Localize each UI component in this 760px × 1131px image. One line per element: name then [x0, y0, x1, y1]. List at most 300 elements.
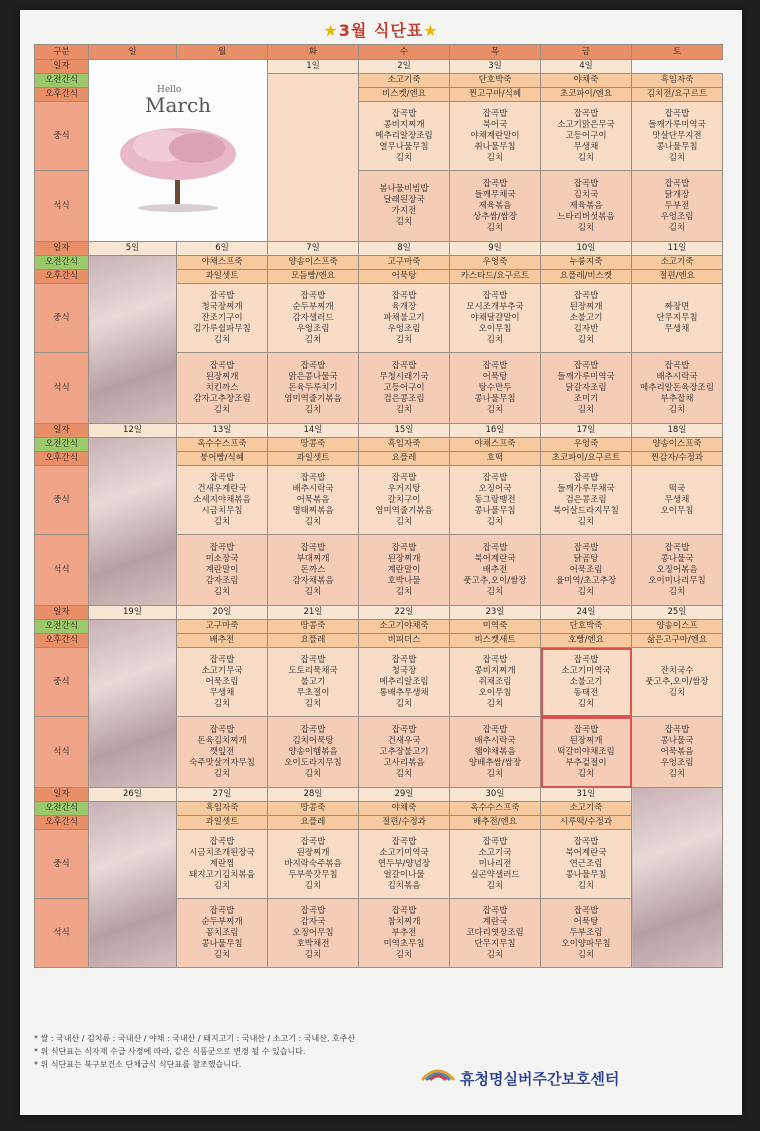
am-snack-cell: 땅콩죽	[268, 438, 359, 452]
dinner-cell	[450, 717, 541, 788]
date-cell: 1일	[268, 60, 359, 74]
lunch-item: 콩비지찌개	[383, 119, 425, 130]
lunch-item: 잡곡밥	[573, 472, 599, 483]
dinner-item: 잡곡밥	[391, 542, 417, 553]
lunch-item: 계란찜	[209, 858, 235, 869]
dinner-item: 잡곡밥	[209, 360, 235, 371]
lunch-item: 오징어국	[478, 483, 512, 494]
row-label-pm: 오후간식	[35, 816, 89, 830]
lunch-item: 풋고추,오이/쌈장	[645, 676, 709, 687]
lunch-item: 감자샐러드	[292, 312, 334, 323]
pm-snack-cell: 요플레	[268, 634, 359, 648]
pm-snack-cell: 과일셋트	[177, 816, 268, 830]
row-label-dinner: 석식	[35, 717, 89, 788]
dinner-cell	[359, 535, 450, 606]
lunch-item: 북어살드라지무침	[553, 505, 619, 516]
dinner-item: 김치	[395, 404, 413, 415]
lunch-item: 잡곡밥	[482, 472, 508, 483]
lunch-cell	[177, 648, 268, 717]
dinner-item: 김치	[395, 768, 413, 779]
dinner-item: 들깨가루미역국	[557, 371, 615, 382]
date-cell: 15일	[359, 424, 450, 438]
row-label-lunch: 중식	[35, 648, 89, 717]
lunch-item: 취나물무침	[474, 141, 516, 152]
dinner-cell	[268, 535, 359, 606]
lunch-item: 염미역줄기볶음	[375, 505, 433, 516]
dinner-item: 오이양파무침	[561, 938, 611, 949]
lunch-item: 잡곡밥	[391, 654, 417, 665]
dinner-item: 잡곡밥	[573, 360, 599, 371]
lunch-item: 김치	[213, 334, 231, 345]
lunch-item: 청국장찌개	[201, 301, 243, 312]
lunch-item: 통배추무생채	[379, 687, 429, 698]
lunch-item: 콩나물무침	[474, 505, 516, 516]
dinner-item: 김치국	[573, 189, 599, 200]
dinner-cell	[632, 717, 723, 788]
dinner-item: 돈육두루치기	[288, 382, 338, 393]
lunch-item: 김치	[486, 880, 504, 891]
dinner-item: 김치	[577, 222, 595, 233]
lunch-item: 오이무침	[478, 687, 512, 698]
lunch-item: 김치	[395, 698, 413, 709]
dinner-item: 참치찌개	[387, 916, 421, 927]
dinner-item: 호박나물	[387, 575, 421, 586]
dinner-item: 부추잡채	[660, 393, 694, 404]
pm-snack-cell: 모듬빵/엔요	[268, 270, 359, 284]
am-snack-cell: 야채스프죽	[450, 438, 541, 452]
dinner-cell	[541, 353, 632, 424]
dinner-item: 어묵볶음	[660, 746, 694, 757]
dinner-item: 잡곡밥	[482, 905, 508, 916]
date-row	[35, 424, 723, 438]
dinner-item: 된장찌개	[387, 553, 421, 564]
am-snack-row	[35, 802, 723, 816]
row-label-am: 오전간식	[35, 438, 89, 452]
lunch-item: 명태찌볶음	[292, 505, 334, 516]
lunch-item: 들깨가루미역국	[648, 119, 706, 130]
date-row	[35, 606, 723, 620]
lunch-item: 동그랑땡전	[474, 494, 516, 505]
dinner-item: 배추전	[482, 564, 508, 575]
lunch-item: 김치	[668, 687, 686, 698]
dinner-cell	[450, 535, 541, 606]
dinner-cell	[450, 171, 541, 242]
pm-snack-cell: 시루떡/수정과	[541, 816, 632, 830]
dinner-item: 부추전	[391, 927, 417, 938]
lunch-item: 잡곡밥	[664, 108, 690, 119]
row-label-pm: 오후간식	[35, 452, 89, 466]
lunch-item: 김치	[668, 152, 686, 163]
dinner-item: 감자국	[300, 916, 326, 927]
lunch-item: 오이무침	[478, 323, 512, 334]
dinner-item: 코다리엿장조림	[466, 927, 524, 938]
am-snack-cell: 땅콩죽	[268, 802, 359, 816]
dinner-item: 잡곡밥	[391, 360, 417, 371]
lunch-item: 김치	[304, 334, 322, 345]
dinner-item: 맑은콩나물국	[288, 371, 338, 382]
date-cell: 13일	[177, 424, 268, 438]
am-snack-cell: 흑임자죽	[359, 438, 450, 452]
am-snack-cell: 단호박죽	[450, 74, 541, 88]
lunch-item: 김치	[304, 698, 322, 709]
lunch-item: 검은콩조림	[565, 494, 607, 505]
dinner-item: 고사리볶음	[383, 757, 425, 768]
date-cell: 18일	[632, 424, 723, 438]
lunch-item: 야채계란말이	[470, 130, 520, 141]
dinner-item: 떡갈비야채조림	[557, 746, 615, 757]
dinner-item: 콩나물무침	[201, 938, 243, 949]
dinner-cell	[177, 353, 268, 424]
dinner-item: 감자고추장조림	[193, 393, 251, 404]
dinner-cell	[541, 535, 632, 606]
lunch-item: 우엉조림	[387, 323, 421, 334]
dinner-item: 조미기	[573, 393, 599, 404]
am-snack-cell: 흑임자죽	[177, 802, 268, 816]
row-label-am: 오전간식	[35, 256, 89, 270]
row-label-lunch: 중식	[35, 830, 89, 899]
lunch-item: 우거지탕	[387, 483, 421, 494]
pm-snack-cell: 삶은고구마/엔요	[632, 634, 723, 648]
lunch-item: 실곤약샐러드	[470, 869, 520, 880]
dinner-item: 잡곡밥	[573, 724, 599, 735]
dinner-item: 달래된장국	[383, 195, 425, 205]
dinner-item: 잡곡밥	[482, 360, 508, 371]
footer-line: * 위 식단표는 식자재 수급 사정에 따라, 같은 식품군으로 변경 될 수 있습니다.	[34, 1047, 306, 1056]
lunch-item: 소고기무국	[201, 665, 243, 676]
lunch-item: 소불고기	[569, 676, 603, 687]
am-snack-row	[35, 438, 723, 452]
dinner-item: 두부조림	[569, 927, 603, 938]
pm-snack-cell: 과일셋트	[177, 270, 268, 284]
lunch-item: 김치	[213, 698, 231, 709]
lunch-item: 잡곡밥	[391, 108, 417, 119]
lunch-cell	[268, 466, 359, 535]
menu-table	[34, 44, 723, 968]
dinner-item: 가지전	[391, 206, 417, 216]
dinner-item: 양배추쌈/쌈장	[468, 757, 522, 768]
lunch-item: 북어계란국	[565, 847, 607, 858]
pm-snack-cell: 호빵/엔요	[541, 634, 632, 648]
pm-snack-cell: 초코파이/엔요	[541, 88, 632, 102]
am-snack-cell: 옥수수스프죽	[450, 802, 541, 816]
lunch-item: 배추시락국	[292, 483, 334, 494]
date-cell: 19일	[89, 606, 177, 620]
lunch-item: 단무지무침	[656, 312, 698, 323]
lunch-item: 고등어구이	[565, 130, 607, 141]
pm-snack-cell: 카스타드/요구르트	[450, 270, 541, 284]
lunch-item: 잡곡밥	[391, 472, 417, 483]
lunch-item: 야채달걀말이	[470, 312, 520, 323]
dinner-item: 어묵탕	[573, 916, 599, 927]
row-label-date: 일자	[35, 788, 89, 802]
am-snack-cell: 누룽지죽	[541, 256, 632, 270]
lunch-item: 소세지야채볶음	[193, 494, 251, 505]
lunch-item: 잡곡밥	[391, 836, 417, 847]
dinner-item: 탕수만두	[478, 382, 512, 393]
dinner-cell	[632, 353, 723, 424]
dinner-cell	[359, 717, 450, 788]
blossom-photo	[89, 620, 177, 788]
dinner-item: 배추시락국	[474, 735, 516, 746]
lunch-cell	[632, 648, 723, 717]
dinner-item: 김치	[486, 222, 504, 233]
dinner-item: 잡곡밥	[482, 178, 508, 189]
dinner-item: 부추겉절이	[565, 757, 607, 768]
dinner-item: 김치	[304, 586, 322, 597]
am-snack-row	[35, 620, 723, 634]
lunch-cell	[541, 102, 632, 171]
lunch-item: 잡곡밥	[209, 654, 235, 665]
dinner-item: 잡곡밥	[209, 542, 235, 553]
lunch-cell	[177, 284, 268, 353]
dinner-item: 고등어구이	[383, 382, 425, 393]
lunch-cell	[268, 648, 359, 717]
pm-snack-cell: 찐감자/수정과	[632, 452, 723, 466]
lunch-item: 순두부찌개	[292, 301, 334, 312]
lunch-item: 잡곡밥	[300, 290, 326, 301]
dinner-item: 잡곡밥	[482, 542, 508, 553]
dinner-item: 상추쌈/쌈장	[473, 211, 517, 222]
am-snack-cell: 미역죽	[450, 620, 541, 634]
pm-snack-cell: 비스켓/엔요	[359, 88, 450, 102]
dinner-item: 순두부찌개	[201, 916, 243, 927]
pm-snack-cell: 김치전/요구르트	[632, 88, 723, 102]
lunch-cell	[450, 102, 541, 171]
row-label-am: 오전간식	[35, 620, 89, 634]
cherry-tree-illustration	[93, 74, 263, 224]
dinner-cell	[268, 717, 359, 788]
date-cell: 8일	[359, 242, 450, 256]
date-cell: 2일	[359, 60, 450, 74]
dinner-item: 오징어무침	[292, 927, 334, 938]
lunch-item: 김치볶음	[387, 880, 421, 891]
hello-text: Hello	[157, 84, 182, 95]
lunch-item: 잡곡밥	[573, 290, 599, 301]
lunch-cell	[632, 466, 723, 535]
header-cell: 수	[359, 45, 450, 60]
lunch-item: 돼지고기김치볶음	[189, 869, 255, 880]
dinner-cell	[268, 353, 359, 424]
dinner-item: 닭개장	[664, 189, 690, 200]
date-cell: 22일	[359, 606, 450, 620]
row-label-am: 오전간식	[35, 802, 89, 816]
dinner-item: 잡곡밥	[573, 178, 599, 189]
dinner-item: 돈까스	[300, 564, 326, 575]
dinner-item: 김치	[304, 949, 322, 960]
lunch-item: 메추리알조림	[379, 676, 429, 687]
row-label-am: 오전간식	[35, 74, 89, 88]
row-label-dinner: 석식	[35, 899, 89, 968]
dinner-item: 무청시래기국	[379, 371, 429, 382]
am-snack-cell: 우엉죽	[541, 438, 632, 452]
lunch-item: 잡곡밥	[482, 654, 508, 665]
dinner-item: 우엉조림	[660, 757, 694, 768]
dinner-item: 깻잎전	[209, 746, 235, 757]
pm-snack-cell: 찐고구마/식혜	[450, 88, 541, 102]
lunch-item: 잔치국수	[660, 665, 694, 676]
dinner-item: 계란말이	[387, 564, 421, 575]
dinner-item: 숙주맛살겨자무침	[189, 757, 255, 768]
dinner-item: 제육볶음	[478, 200, 512, 211]
dinner-item: 잡곡밥	[300, 542, 326, 553]
dinner-item: 김치	[395, 949, 413, 960]
header-cell: 구분	[35, 45, 89, 60]
pm-snack-cell: 붕어빵/식혜	[177, 452, 268, 466]
lunch-item: 미나리전	[478, 858, 512, 869]
lunch-item: 갈치구이	[387, 494, 421, 505]
lunch-item: 잡곡밥	[300, 472, 326, 483]
lunch-item: 건새우계란국	[197, 483, 247, 494]
lunch-item: 콩나물무침	[656, 141, 698, 152]
dinner-item: 잡곡밥	[391, 724, 417, 735]
lunch-item: 연근조림	[569, 858, 603, 869]
date-cell: 20일	[177, 606, 268, 620]
dinner-item: 김치	[304, 768, 322, 779]
am-snack-cell: 옥수수스프죽	[177, 438, 268, 452]
am-snack-cell: 소고기죽	[359, 74, 450, 88]
dinner-item: 김치	[577, 949, 595, 960]
lunch-cell	[632, 102, 723, 171]
lunch-cell	[268, 830, 359, 899]
dinner-item: 김치	[668, 586, 686, 597]
dinner-item: 잡곡밥	[664, 178, 690, 189]
dinner-cell	[450, 899, 541, 968]
lunch-item: 불고기	[300, 676, 326, 687]
header-cell: 토	[632, 45, 723, 60]
lunch-item: 김치	[577, 880, 595, 891]
lunch-cell	[268, 284, 359, 353]
dinner-cell	[541, 899, 632, 968]
lunch-cell	[359, 284, 450, 353]
dinner-item: 콩나물무침	[474, 393, 516, 404]
lunch-item: 두부쑥갓무침	[288, 869, 338, 880]
lunch-item: 김치	[577, 698, 595, 709]
dinner-item: 김치어묵탕	[292, 735, 334, 746]
dinner-cell	[450, 353, 541, 424]
pm-snack-cell: 호떡	[450, 452, 541, 466]
lunch-item: 무생채	[664, 494, 690, 505]
lunch-item: 김치	[577, 516, 595, 527]
dinner-item: 잡곡밥	[573, 542, 599, 553]
lunch-item: 맛살단무지전	[652, 130, 702, 141]
am-snack-cell: 양송이스프	[632, 620, 723, 634]
dinner-item: 김치	[577, 586, 595, 597]
star-icon: ★	[423, 21, 439, 40]
dinner-cell	[177, 899, 268, 968]
dinner-item: 김치	[668, 404, 686, 415]
pm-snack-cell: 비스켓세트	[450, 634, 541, 648]
am-snack-cell: 소고기죽	[541, 802, 632, 816]
row-label-date: 일자	[35, 242, 89, 256]
dinner-cell	[268, 899, 359, 968]
header-row	[35, 45, 723, 60]
lunch-item: 바지락숙주볶음	[284, 858, 342, 869]
lunch-item: 잡곡밥	[482, 836, 508, 847]
blossom-photo	[89, 256, 177, 424]
dinner-item: 계란말이	[205, 564, 239, 575]
lunch-item: 소고기국	[478, 847, 512, 858]
row-label-date: 일자	[35, 424, 89, 438]
lunch-item: 잡곡밥	[391, 290, 417, 301]
lunch-item: 열무나물무침	[379, 141, 429, 152]
header-cell: 금	[541, 45, 632, 60]
dinner-item: 메추리알돈육장조림	[640, 382, 714, 393]
pm-snack-cell: 절편/엔요	[632, 270, 723, 284]
am-snack-cell: 야채죽	[541, 74, 632, 88]
center-logo-icon	[420, 1062, 456, 1084]
dinner-item: 김치	[395, 217, 413, 227]
dinner-item: 어묵탕	[482, 371, 508, 382]
lunch-item: 연두부/양념장	[377, 858, 431, 869]
lunch-item: 동태전	[573, 687, 599, 698]
row-label-pm: 오후간식	[35, 88, 89, 102]
dinner-item: 들깨무채국	[474, 189, 516, 200]
pm-snack-cell: 배추전/엔요	[450, 816, 541, 830]
lunch-item: 모시조개부추국	[466, 301, 524, 312]
lunch-item: 김치	[395, 334, 413, 345]
dinner-item: 김치	[213, 768, 231, 779]
page-title	[20, 18, 742, 41]
date-cell: 21일	[268, 606, 359, 620]
footer-notes	[34, 1032, 484, 1071]
date-cell: 26일	[89, 788, 177, 802]
dinner-item: 콩나물국	[660, 735, 694, 746]
empty-cell	[268, 74, 359, 242]
lunch-item: 잡곡밥	[209, 836, 235, 847]
dinner-item: 봄나물비빔밥	[379, 184, 429, 194]
dinner-item: 잡곡밥	[482, 724, 508, 735]
dinner-cell	[359, 171, 450, 242]
dinner-item: 건새우국	[387, 735, 421, 746]
dinner-item: 염미역줄기볶음	[284, 393, 342, 404]
lunch-item: 김자반	[573, 323, 599, 334]
dinner-item: 단무지무침	[474, 938, 516, 949]
lunch-item: 어묵볶음	[296, 494, 330, 505]
dinner-item: 두부전	[664, 200, 690, 211]
lunch-item: 된장찌개	[569, 301, 603, 312]
am-snack-cell: 소고기죽	[632, 256, 723, 270]
lunch-item: 잡곡밥	[482, 290, 508, 301]
footer-line: * 위 식단표는 북구보건소 단체급식 식단표를 참조했습니다.	[34, 1060, 242, 1069]
dinner-item: 검은콩조림	[383, 393, 425, 404]
dinner-item: 풋고추,오이/쌈장	[463, 575, 527, 586]
dinner-item: 꽁치조림	[205, 927, 239, 938]
lunch-item: 잡곡밥	[482, 108, 508, 119]
dinner-item: 김치	[213, 949, 231, 960]
dinner-item: 감자조림	[205, 575, 239, 586]
date-row	[35, 788, 723, 802]
center-name: 휴청명실버주간보호센터	[460, 1070, 620, 1088]
row-label-lunch: 중식	[35, 284, 89, 353]
dinner-item: 느타리버섯볶음	[557, 211, 615, 222]
lunch-cell	[450, 830, 541, 899]
dinner-item: 김치	[304, 404, 322, 415]
dinner-item: 김치	[486, 404, 504, 415]
lunch-item: 소고기맑은무국	[557, 119, 615, 130]
row-label-pm: 오후간식	[35, 270, 89, 284]
dinner-item: 미소장국	[205, 553, 239, 564]
dinner-cell	[177, 717, 268, 788]
dinner-item: 김치	[577, 404, 595, 415]
lunch-item: 무생채	[209, 687, 235, 698]
lunch-item: 잡곡밥	[573, 654, 599, 665]
star-icon: ★	[323, 21, 339, 40]
dinner-item: 된장찌개	[205, 371, 239, 382]
header-cell: 일	[89, 45, 177, 60]
lunch-item: 도토리묵채국	[288, 665, 338, 676]
date-cell: 12일	[89, 424, 177, 438]
dinner-item: 김치	[668, 768, 686, 779]
